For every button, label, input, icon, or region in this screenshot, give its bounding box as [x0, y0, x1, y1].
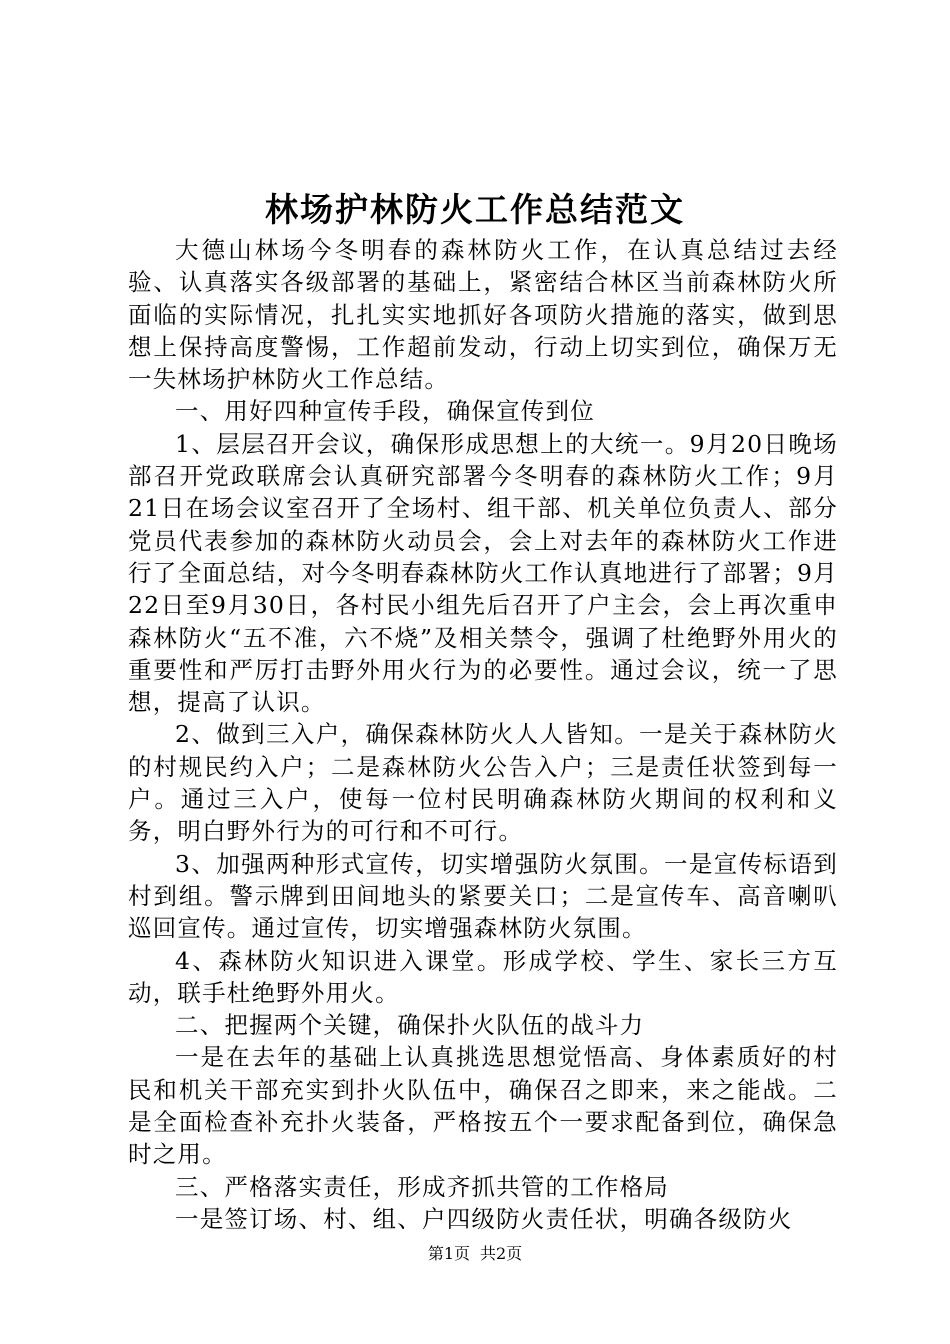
paragraph-1-2: 2、做到三入户，确保森林防火人人皆知。一是关于森林防火的村规民约入户；二是森林防火公告入户；三是责任状签到每一户。通过三入户，使每一位村民明确森林防火期间的权利和义务，明白野外行为的可行和不可行。 — [128, 720, 838, 846]
paragraph-1-1: 1、层层召开会议，确保形成思想上的大统一。9月20日晚场部召开党政联席会认真研究部署今冬明春的森林防火工作；9月21日在场会议室召开了全场村、组干部、机关单位负责人、部分党员代表参加的森林防火动员会，会上对去年的森林防火工作进行了全面总结，对今冬明春森林防火工作认真地进行了部署；9月22日至9月30日，各村民小组先后召开了户主会，会上再次重申森林防火“五不准，六不烧”及相关禁令，强调了杜绝野外用火的重要性和严厉打击野外用火行为的必要性。通过会议，统一了思想，提高了认识。 — [128, 429, 838, 717]
section-heading-3: 三、严格落实责任，形成齐抓共管的工作格局 — [175, 1172, 669, 1201]
paragraph-1-3: 3、加强两种形式宣传，切实增强防火氛围。一是宣传标语到村到组。警示牌到田间地头的紧要关口；二是宣传车、高音喇叭巡回宣传。通过宣传，切实增强森林防火氛围。 — [128, 849, 838, 943]
paragraph-1-4: 4、森林防火知识进入课堂。形成学校、学生、家长三方互动，联手杜绝野外用火。 — [128, 946, 838, 1007]
section-heading-2: 二、把握两个关键，确保扑火队伍的战斗力 — [175, 1011, 645, 1040]
document-title: 林场护林防火工作总结范文 — [265, 190, 685, 229]
paragraph-2-1: 一是在去年的基础上认真挑选思想觉悟高、身体素质好的村民和机关干部充实到扑火队伍中，确保召之即来，来之能战。二是全面检查补充扑火装备，严格按五个一要求配备到位，确保急时之用。 — [128, 1043, 838, 1169]
page-footer — [0, 1244, 950, 1264]
paragraph-intro: 大德山林场今冬明春的森林防火工作，在认真总结过去经验、认真落实各级部署的基础上，紧密结合林区当前森林防火所面临的实际情况，扎扎实实地抓好各项防火措施的落实，做到思想上保持高度警惕，工作超前发动，行动上切实到位，确保万无一失林场护林防火工作总结。 — [128, 236, 838, 394]
page-number: 第1页 — [427, 1244, 470, 1263]
section-heading-1: 一、用好四种宣传手段，确保宣传到位 — [175, 397, 595, 426]
page-total: 共2页 — [480, 1244, 523, 1263]
paragraph-3-1: 一是签订场、村、组、户四级防火责任状，明确各级防火 — [175, 1204, 793, 1233]
document-body — [128, 234, 838, 1235]
